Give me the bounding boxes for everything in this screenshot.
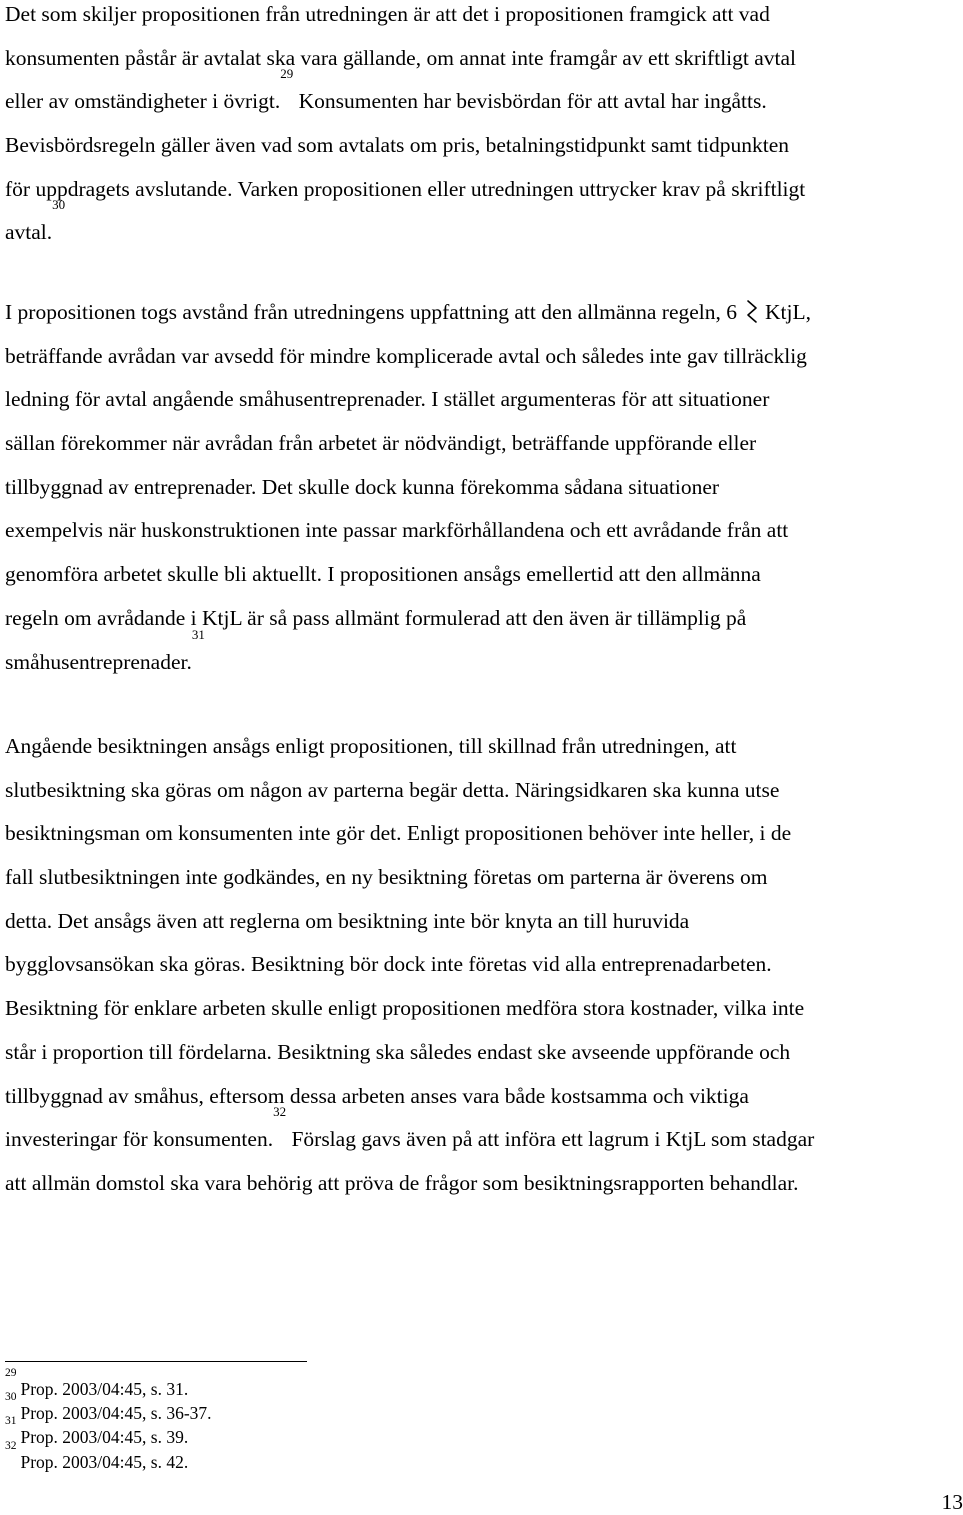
section-sign-icon [745,299,759,325]
text-line [5,1104,815,1162]
footnote [5,1439,212,1474]
text-line: regeln om avrådande i KtjL är så pass allmänt formulerad att den även är tillämplig på [5,605,747,630]
paragraph [5,291,811,684]
text-line: står i proportion till fördelarna. Besiktning ska således endast ske avseende uppförande och [5,1039,791,1064]
footnote-ref: 30 [52,197,66,213]
document-page [5,0,963,1515]
text-run: investeringar för konsumenten. [5,1127,274,1152]
footnote [5,1367,212,1404]
text-line: fall slutbesiktningen inte godkändes, en ny besiktning företas om parterna är överens om [5,865,768,890]
footnote-text: Prop. 2003/04:45, s. 31. [20,1379,189,1399]
text-run: eller av omständigheter i övrigt. [5,89,281,114]
text-line: exempelvis när huskonstruktionen inte passar markförhållandena och ett avrådande från att [5,518,789,543]
text-line: slutbesiktning ska göras om någon av parterna begär detta. Näringsidkaren ska kunna utse [5,777,780,802]
text-line: ledning för avtal angående småhusentreprenader. I stället argumenteras för att situationer [5,387,770,412]
footnote-text: Prop. 2003/04:45, s. 36-37. [20,1403,212,1424]
page-number: 13 [941,1490,963,1514]
text-line: tillbyggnad av entreprenader. Det skulle dock kunna förekomma sådana situationer [5,474,720,499]
footnote-ref: 29 [280,66,294,82]
text-line: att allmän domstol ska vara behörig att pröva de frågor som besiktningsrapporten behandlar. [5,1170,799,1195]
paragraph [5,0,805,255]
text-line [5,197,805,255]
text-line: Besiktning för enklare arbeten skulle enligt propositionen medföra stora kostnader, vilka inte [5,996,805,1021]
text-run: avtal. [5,220,53,245]
footnote-number: 32 [5,1439,17,1452]
footnote-ref: 32 [273,1104,287,1120]
text-line: sällan förekommer när avrådan från arbetet är nödvändigt, beträffande uppförande eller [5,431,757,456]
text-run: KtjL, [765,300,811,324]
text-run: Konsumenten har bevisbördan för att avtal har ingåtts. [293,89,767,114]
text-line: Bevisbördsregeln gäller även vad som avtalats om pris, betalningstidpunkt samt tidpunkten [5,133,790,158]
text-line [5,626,811,685]
text-line: detta. Det ansågs även att reglerna om besiktning inte bör knyta an till huruvida [5,908,690,933]
footnote-ref: 31 [191,626,205,642]
footnote-text: Prop. 2003/04:45, s. 42. [20,1451,189,1472]
text-line: konsumenten påstår är avtalat ska vara gällande, om annat inte framgår av ett skriftligt avtal [5,45,797,70]
footnote-number: 31 [5,1415,17,1428]
text-line: beträffande avrådan var avsedd för mindre komplicerade avtal och således inte gav tillräcklig [5,343,807,368]
footnote [5,1415,212,1449]
footnote [5,1391,212,1428]
text-line [5,66,805,124]
text-line: Det som skiljer propositionen från utredningen är att det i propositionen framgick att vad [5,2,770,26]
text-run: I propositionen togs avstånd från utredningens uppfattning att den allmänna regeln, 6 [5,300,738,324]
text-line: bygglovsansökan ska göras. Besiktning bör dock inte företas vid alla entreprenadarbeten. [5,952,772,977]
footnote-separator [5,1361,307,1362]
text-line: för uppdragets avslutande. Varken propositionen eller utredningen uttrycker krav på skriftligt [5,176,806,201]
text-line: besiktningsman om konsumenten inte gör det. Enligt propositionen behöver inte heller, i de [5,821,792,846]
paragraph [5,725,814,1206]
text-line: tillbyggnad av småhus, eftersom dessa arbeten anses vara både kostsamma och viktiga [5,1083,749,1108]
footnote-number: 30 [5,1391,17,1404]
text-run: Förslag gavs även på att införa ett lagrum i KtjL som stadgar [286,1127,815,1152]
text-line: Angående besiktningen ansågs enligt propositionen, till skillnad från utredningen, att [5,734,737,758]
footnote-text: Prop. 2003/04:45, s. 39. [20,1427,189,1448]
footnote-number: 29 [5,1367,17,1379]
text-run: småhusentreprenader. [5,649,192,674]
text-line [5,291,811,335]
text-line: genomföra arbetet skulle bli aktuellt. I propositionen ansågs emellertid att den allmänna [5,562,761,587]
footnotes [5,1367,212,1474]
